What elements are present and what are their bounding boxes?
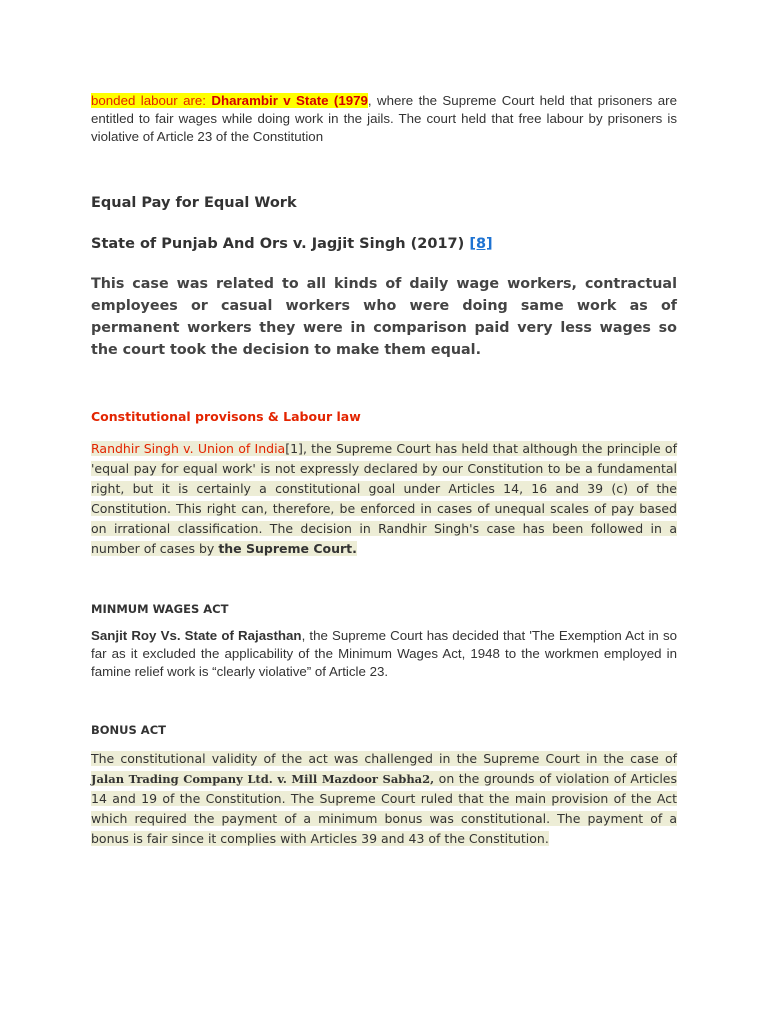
heading-constitutional-provisions: Constitutional provisons & Labour law xyxy=(91,409,361,424)
heading-equal-pay: Equal Pay for Equal Work xyxy=(91,195,297,211)
heading-bonus-act: BONUS ACT xyxy=(91,723,166,737)
paragraph-randhir-singh xyxy=(91,439,677,559)
paragraph-sanjit-roy xyxy=(91,627,677,681)
paragraph-sanjit-body: , the Supreme Court has decided that 'The Exemption Act in so far as it excluded the applicability of the Minimum Wages Act, 1948 to the workmen employed in famine relief work is “clearly violative” of Article 23. xyxy=(91,628,677,679)
paragraph-bonded-labour xyxy=(91,92,677,146)
paragraph-bonus-act xyxy=(91,749,677,849)
paragraph-daily-wage: This case was related to all kinds of daily wage workers, contractual employees or casual workers who were doing same work as of permanent workers they were in comparison paid very less wages so the court took the decision to make them equal. xyxy=(91,276,677,358)
paragraph-bonded-rest: , where the Supreme Court held that prisoners are entitled to fair wages while doing work in the jails. The court held that free labour by prisoners is violative of Article 23 of the Constitution xyxy=(91,93,677,144)
paragraph-randhir-closing: the Supreme Court. xyxy=(218,541,357,556)
paragraph-bonus-body: on the grounds of violation of Articles 14 and 19 of the Constitution. The Supreme Court ruled that the main provision of the Act which required the payment of a minimum bonus was constitutional. The payment of a bonus is fair since it complies with Articles 39 and 43 of the Constitution. xyxy=(91,771,677,846)
highlight-lead: bonded labour are: xyxy=(91,93,212,108)
heading-punjab-text: State of Punjab And Ors v. Jagjit Singh (2017) xyxy=(91,236,470,252)
paragraph-bonus-intro: The constitutional validity of the act was challenged in the Supreme Court in the case of xyxy=(91,751,677,766)
heading-minimum-wages-act: MINMUM WAGES ACT xyxy=(91,602,229,616)
case-dharambir: Dharambir v State (1979 xyxy=(211,93,368,108)
case-randhir-singh: Randhir Singh v. Union of India xyxy=(91,441,286,456)
reference-1: [1] xyxy=(285,441,303,456)
case-jalan-trading: Jalan Trading Company Ltd. v. Mill Mazdoor Sabha2, xyxy=(91,772,435,786)
paragraph-randhir-body: , the Supreme Court has held that although the principle of 'equal pay for equal work' is not expressly declared by our Constitution to be a fundamental right, but it is certainly a constitutional goal under Articles 14, 16 and 39 (c) of the Constitution. This right can, therefore, be enforced in cases of unequal scales of pay based on irrational classification. The decision in Randhir Singh's case has been followed in a number of cases by xyxy=(91,441,677,556)
reference-link-8[interactable]: [8] xyxy=(469,236,493,252)
case-sanjit-roy: Sanjit Roy Vs. State of Rajasthan xyxy=(91,628,302,643)
heading-punjab-case xyxy=(91,234,493,254)
